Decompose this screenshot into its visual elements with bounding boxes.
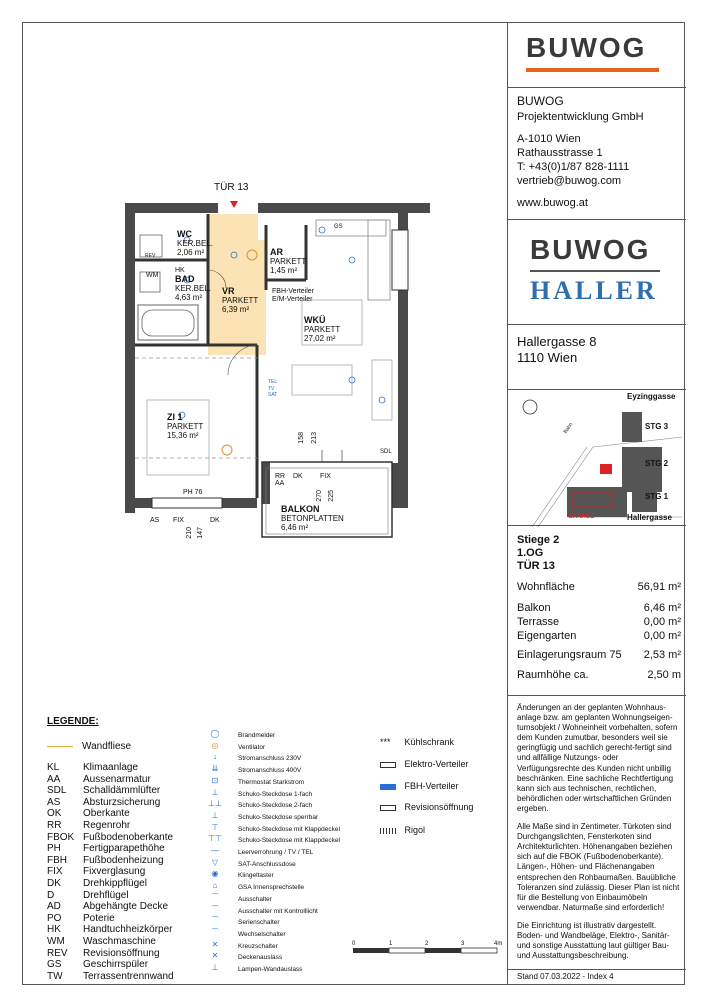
floor-plan <box>22 180 507 540</box>
sdl-label: SDL <box>380 449 392 455</box>
scale-3: 3 <box>461 941 465 947</box>
unit-floor: 1.OG <box>517 547 544 559</box>
fix-label: FIX <box>173 517 184 524</box>
room-balkon: BALKON BETONPLATTEN 6,46 m² <box>281 504 344 532</box>
abbreviation-value: Drehkippflügel <box>83 877 147 889</box>
abbreviation-item <box>47 913 174 925</box>
symbol-label: Brandmelder <box>238 732 276 739</box>
symbol-label: Ausschalter mit Kontrolllicht <box>238 907 318 915</box>
switch-light-icon: ⌒ <box>211 904 219 914</box>
symbol-label: Leerverrohrung / TV / TEL <box>238 849 314 857</box>
dim-210: 210 <box>186 527 193 539</box>
project-logo-rule <box>530 270 660 272</box>
abbreviation-key: REV <box>47 947 68 959</box>
rev-label: REV <box>145 253 156 259</box>
symbol-label: Schuko-Steckdose 1-fach <box>238 790 313 798</box>
revision-stamp: Stand 07.03.2022 - Index 4 <box>517 972 614 981</box>
symbol-label: Schuko-Steckdose sperrbar <box>238 813 319 821</box>
abbreviation-value: Drehflügel <box>83 889 129 901</box>
project-logo-bottom: HALLER <box>530 276 658 305</box>
unit-door: TÜR 13 <box>517 560 555 572</box>
abbreviation-item <box>47 866 174 878</box>
addr-line2: Rathausstrasse 1 <box>517 147 603 159</box>
abbreviation-key: RR <box>47 819 62 831</box>
wm-label: WM <box>146 272 159 279</box>
company-sub: Projektentwicklung GmbH <box>517 111 644 123</box>
divider <box>508 525 686 526</box>
abbreviation-key: PO <box>47 912 62 924</box>
abbreviation-item <box>47 762 174 774</box>
abbreviation-value: Aussenarmatur <box>83 773 151 785</box>
abbreviation-key: AS <box>47 796 61 808</box>
abbreviation-key: SDL <box>47 785 67 797</box>
socket-1-icon: ⊥ <box>211 787 219 797</box>
project-street: Hallergasse 8 <box>517 334 597 349</box>
map-stg1: STG 1 <box>645 492 669 501</box>
abbreviation-item <box>47 774 174 786</box>
divider <box>508 87 686 88</box>
abbreviation-value: Oberkante <box>83 808 130 820</box>
fan-icon: ◎ <box>211 740 219 750</box>
symbol-label: Thermostat Starkstrom <box>238 778 305 786</box>
area-row-einlagerung: Einlagerungsraum 75 2,53 m² <box>517 649 681 661</box>
em-distributor-label: E/M-Verteiler <box>272 296 313 303</box>
project-logo-top: BUWOG <box>530 234 651 265</box>
fix-balcony-label: FIX <box>320 473 331 480</box>
company-name: BUWOG <box>517 94 564 108</box>
abbreviation-item <box>47 971 174 983</box>
socket-lid2-icon: ⊤⊤ <box>208 834 222 844</box>
abbreviation-key: FBOK <box>47 831 75 843</box>
symbol-label: Stromanschluss 230V <box>238 755 302 763</box>
symbol-label: Schuko-Steckdose mit Klappdeckel <box>238 825 340 833</box>
abbreviation-item <box>47 785 174 797</box>
power-230-icon: ↓ <box>213 752 217 762</box>
scale-2: 2 <box>425 941 429 947</box>
abbreviation-value: Fußbodenoberkante <box>83 831 174 843</box>
buwog-logo: BUWOG <box>526 32 647 63</box>
switch-icon: ⌒ <box>211 892 219 902</box>
info-panel <box>507 22 685 985</box>
symbol-label: Wechselschalter <box>238 930 286 938</box>
abbreviation-value: Poterie <box>83 912 115 924</box>
abbreviation-item <box>47 959 174 971</box>
abbreviation-list <box>47 762 174 982</box>
abbreviation-key: PH <box>47 843 61 855</box>
area-row-raumhoehe: Raumhöhe ca. 2,50 m <box>517 669 681 681</box>
dim-147: 147 <box>197 527 204 539</box>
divider <box>508 389 686 390</box>
smoke-detector-icon: ◯ <box>210 729 220 738</box>
abbreviation-value: Regenrohr <box>83 819 131 831</box>
symbol-label: Schuko-Steckdose mit Klappdeckel <box>238 837 340 845</box>
rr-label: RR <box>275 473 286 480</box>
dim-213: 213 <box>311 432 318 444</box>
abbreviation-value: Terrassentrennwand <box>83 970 174 982</box>
scale-1: 1 <box>389 941 393 947</box>
map-stg3: STG 3 <box>645 422 669 431</box>
dim-158: 158 <box>298 432 305 444</box>
symbol-label: Ausschalter <box>238 895 272 903</box>
abbreviation-item <box>47 820 174 832</box>
rigol-icon <box>380 828 396 834</box>
thermostat-icon: ⊡ <box>211 775 219 785</box>
wandfliese-line <box>47 746 73 747</box>
unit-stiege: Stiege 2 <box>517 534 560 546</box>
disclaimer-notes <box>517 703 683 961</box>
abbreviation-item <box>47 843 174 855</box>
symbol-label: Kreuzschalter <box>238 942 278 950</box>
dk-balcony-label: DK <box>293 473 303 480</box>
cross-switch-icon: ✕ <box>211 939 219 949</box>
abbreviation-key: HK <box>47 924 61 936</box>
abbreviation-value: Waschmaschine <box>83 935 156 947</box>
abbreviation-item <box>47 924 174 936</box>
map-garage: GARAGE <box>568 514 595 520</box>
abbreviation-value: Geschirrspüler <box>83 959 149 971</box>
power-400-icon: ⇊ <box>211 764 219 774</box>
legend-revision: Revisionsöffnung <box>380 802 473 812</box>
abbreviation-key: AD <box>47 901 61 913</box>
dim-270: 270 <box>316 490 323 502</box>
symbol-label: Serienschalter <box>238 919 280 927</box>
area-row-terrasse: Terrasse 0,00 m² <box>517 616 681 628</box>
room-ar: AR PARKETT 1,45 m² <box>270 247 307 275</box>
bell-icon: ◉ <box>211 869 219 879</box>
abbreviation-key: KL <box>47 762 60 773</box>
abbreviation-value: Handtuchheizkörper <box>83 924 173 936</box>
abbreviation-key: AA <box>47 773 61 785</box>
revision-icon <box>380 805 396 811</box>
aa-label: AA <box>275 480 285 487</box>
divider <box>508 324 686 325</box>
project-city: 1110 Wien <box>517 350 578 365</box>
abbreviation-item <box>47 901 174 913</box>
serial-switch-icon: ⌒ <box>211 916 219 926</box>
abbreviation-key: FBH <box>47 854 67 866</box>
abbreviation-item <box>47 890 174 902</box>
abbreviation-item <box>47 808 174 820</box>
dk-label: DK <box>210 517 220 524</box>
fbh-distributor-label: FBH-Verteiler <box>272 288 315 295</box>
map-street-top: Eyzinggasse <box>627 392 676 401</box>
scale-0: 0 <box>352 941 356 947</box>
room-vr: VR PARKETT 6,39 m² <box>222 286 259 314</box>
abbreviation-key: WM <box>47 935 65 947</box>
map-street-bottom: Hallergasse <box>627 513 672 522</box>
abbreviation-item <box>47 936 174 948</box>
room-wku: WKÜ PARKETT 27,02 m² <box>304 315 341 343</box>
symbol-icons <box>206 728 224 974</box>
area-row-wohnflaeche: Wohnfläche 56,91 m² <box>517 581 681 593</box>
divider <box>508 219 686 220</box>
wandfliese-label: Wandfliese <box>82 741 132 752</box>
socket-lock-icon: ⊥ <box>211 810 219 820</box>
abbreviation-key: DK <box>47 877 61 889</box>
legend-elektro: Elektro-Verteiler <box>380 759 469 769</box>
note-paragraph-3: Die Einrichtung ist illustrativ dargestellt. Boden- und Wandbeläge, Elektro-, Sanitär- und sonstige Ausstattung laut gültiger Bau- und Ausstattungsbeschreibung. <box>517 920 670 961</box>
room-zi1: ZI 1 PARKETT 15,36 m² <box>167 412 204 440</box>
fbh-distributor-icon <box>380 784 396 790</box>
symbol-label: Ventilator <box>238 743 266 751</box>
area-row-balkon: Balkon 6,46 m² <box>517 602 681 614</box>
door-number-label: TÜR 13 <box>214 182 249 193</box>
scale-4m: 4m <box>494 941 503 947</box>
gs-label: GS <box>334 224 343 230</box>
sat-label: SAT <box>268 392 278 398</box>
abbreviation-key: GS <box>47 959 62 971</box>
symbol-label: Stromanschluss 400V <box>238 767 302 775</box>
socket-2-icon: ⊥⊥ <box>208 799 222 809</box>
abbreviation-value: Klimaanlage <box>83 762 139 773</box>
symbol-label: Lampen-Wandauslass <box>238 966 303 974</box>
intercom-icon: ⌂ <box>212 881 218 891</box>
note-paragraph-2: Alle Maße sind in Zentimeter. Türkoten sind Durchgangslichten, Fensterkoten sind Architekturlichten. Höhenangaben beziehen sich auf die FBOK (Fußbodenoberkante). Längen-, Höhen- und Flächenangaben entsprechen den Rohbaumaßen. Bauübliche Toleranzen sind zulässig. Dieser Plan ist nicht für die Bestellung von Einbaumöbeln verwendbar. Naturmaße sind erforderlich! <box>517 822 680 912</box>
room-bad: HK BAD KER.BEL. 4,63 m² <box>175 267 212 302</box>
map-stg2: STG 2 <box>645 459 669 468</box>
email[interactable]: vertrieb@buwog.com <box>517 175 622 187</box>
as-label: AS <box>150 517 160 524</box>
tv-label: TV <box>268 386 275 392</box>
abbreviation-value: Revisionsöffnung <box>83 947 160 959</box>
abbreviation-value: Schalldämmlüfter <box>83 785 161 797</box>
logo-underline <box>526 68 659 72</box>
divider <box>508 695 686 696</box>
phone: T: +43(0)1/87 828-1111 <box>517 161 630 173</box>
symbol-label: Klingeltaster <box>238 872 274 880</box>
sat-outlet-icon: ▽ <box>211 857 219 867</box>
legend-rigol: Rigol <box>380 825 425 835</box>
room-wc: WC KER.BEL. 2,06 m² <box>177 229 214 257</box>
area-row-eigengarten: Eigengarten 0,00 m² <box>517 630 681 642</box>
abbreviation-key: TW <box>47 970 63 982</box>
abbreviation-value: Fixverglasung <box>83 866 146 878</box>
abbreviation-key: OK <box>47 808 62 820</box>
website[interactable]: www.buwog.at <box>517 197 588 209</box>
symbol-label: GSA Innensprechstelle <box>238 884 305 892</box>
addr-line1: A-1010 Wien <box>517 133 581 145</box>
abbreviation-value: Fußbodenheizung <box>83 854 164 866</box>
tel-label: TEL <box>268 379 278 385</box>
abbreviation-item <box>47 832 174 844</box>
abbreviation-item <box>47 878 174 890</box>
symbol-label: Schuko-Steckdose 2-fach <box>238 802 313 810</box>
conduit-icon: — <box>211 846 219 856</box>
symbol-labels <box>238 730 340 976</box>
map-road-label: Bahn <box>562 421 575 435</box>
symbol-label: Deckenauslass <box>238 954 283 962</box>
legend-title: LEGENDE: <box>47 716 99 727</box>
divider <box>508 969 686 970</box>
dim-225: 225 <box>328 490 335 502</box>
legend-fbh: FBH-Verteiler <box>380 781 459 791</box>
wall-lamp-icon: ⊥ <box>211 963 219 973</box>
abbreviation-item <box>47 948 174 960</box>
abbreviation-value: Fertigparapethöhe <box>83 843 165 855</box>
ceiling-outlet-icon: ✕ <box>211 951 219 961</box>
abbreviation-item <box>47 855 174 867</box>
socket-lid-icon: ⊤ <box>211 822 219 832</box>
abbreviation-item <box>47 797 174 809</box>
legend-fridge: *** Kühlschrank <box>380 737 455 747</box>
symbol-label: SAT-Anschlussdose <box>238 860 296 868</box>
abbreviation-value: Absturzsicherung <box>83 796 161 808</box>
note-paragraph-1: Änderungen an der geplanten Wohnhaus-anlage bzw. am geplanten Wohnungseigen-tumsobjekt / Wohneinheit vorbehalten, sofern dem Kunden zumutbar, besonders weil sie geringfügig und sachlich gerecht-fertigt sind und allfällige Nutzungs- oder Verfügungsrechte des Kunden nicht unbillig beschränken. Eine sachliche Rechtfertigung kann sich aus technischen, rechtlichen, behördlichen oder wirtschaftlichen Gründen ergeben. <box>517 703 678 813</box>
abbreviation-value: Abgehängte Decke <box>83 901 169 913</box>
twoway-switch-icon: ⌒ <box>211 927 219 937</box>
abbreviation-key: FIX <box>47 866 63 878</box>
ph-label: PH 76 <box>183 489 203 496</box>
abbreviation-key: D <box>47 889 55 901</box>
electro-distributor-icon <box>380 762 396 768</box>
